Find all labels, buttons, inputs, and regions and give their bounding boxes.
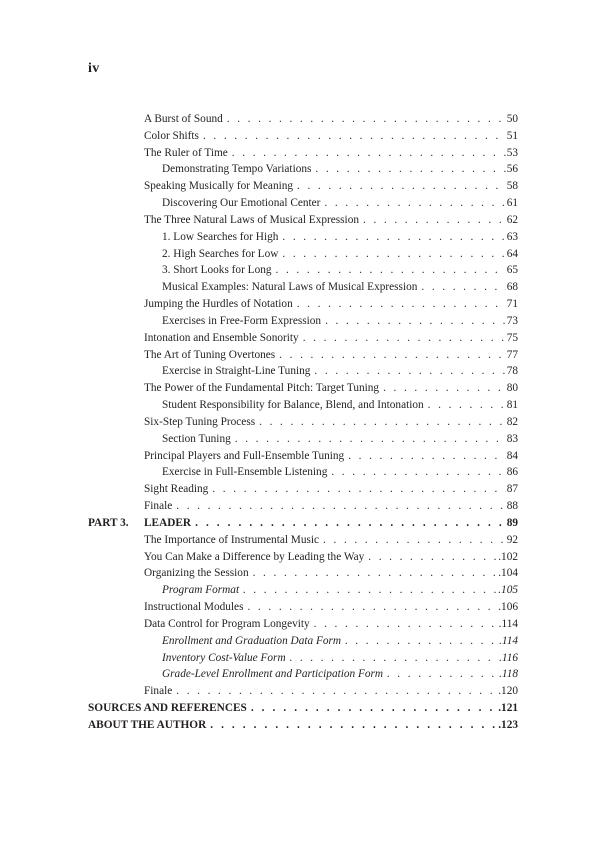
toc-dot-leader [312, 365, 505, 377]
toc-dot-leader [288, 652, 498, 664]
toc-entry [144, 382, 518, 399]
toc-entry-title: Exercises in Free-Form Expression [162, 314, 322, 327]
toc-entry-title: The Power of the Fundamental Pitch: Target Tuning [144, 382, 380, 395]
toc-entry-page: 71 [506, 298, 518, 311]
toc-entry [144, 332, 518, 349]
toc-dot-leader [193, 517, 506, 529]
toc-entry-title: Finale [144, 685, 173, 698]
toc-entry [144, 130, 518, 147]
toc-dot-leader [274, 264, 506, 276]
toc-entry-title: The Three Natural Laws of Musical Expression [144, 213, 359, 226]
toc-entry-title: LEADER [144, 516, 192, 529]
toc-dot-leader [361, 214, 506, 226]
toc-dot-leader [301, 332, 506, 344]
toc-dot-leader [249, 702, 497, 714]
toc-dot-leader [313, 163, 505, 175]
toc-dot-leader [322, 197, 505, 209]
toc-entry-title: Enrollment and Graduation Data Form [162, 634, 342, 647]
toc-entry [88, 517, 518, 534]
toc-entry-page: 84 [506, 449, 518, 462]
toc-entry-page: .121 [498, 702, 518, 715]
toc-entry-title: Exercise in Full-Ensemble Listening [162, 466, 328, 479]
toc-entry [144, 298, 518, 315]
toc-dot-leader [280, 231, 505, 243]
toc-entry-page: 83 [506, 432, 518, 445]
toc-entry-page: 78 [506, 365, 518, 378]
toc-entry [144, 551, 518, 568]
toc-entry [144, 450, 518, 467]
toc-dot-leader [346, 450, 506, 462]
toc-entry-page: .123 [498, 718, 518, 731]
toc-entry [162, 365, 518, 382]
toc-dot-leader [381, 382, 506, 394]
toc-dot-leader [295, 298, 506, 310]
toc-entry-title: Finale [144, 500, 173, 513]
toc-entry-title: Student Responsibility for Balance, Blend, and Intonation [162, 399, 424, 412]
toc-entry [162, 315, 518, 332]
toc-entry [144, 349, 518, 366]
toc-entry-page: 86 [506, 466, 518, 479]
toc-dot-leader [208, 719, 497, 731]
toc-entry-page: .106 [498, 601, 518, 614]
toc-entry-page: .118 [499, 668, 518, 681]
toc-entry-title: 3. Short Looks for Long [162, 264, 272, 277]
toc-entry-page: 92 [506, 533, 518, 546]
toc-entry-title: Program Format [162, 584, 240, 597]
toc-entry [144, 685, 518, 702]
toc-entry [162, 635, 518, 652]
toc-entry [144, 416, 518, 433]
toc-entry-page: 61 [506, 197, 518, 210]
toc-entry [162, 248, 518, 265]
toc-dot-leader [201, 130, 506, 142]
toc-entry [162, 231, 518, 248]
toc-dot-leader [312, 618, 498, 630]
toc-entry [162, 466, 518, 483]
toc-entry-title: Sight Reading [144, 483, 209, 496]
toc-entry-page: .114 [498, 617, 518, 630]
toc-entry-page: .116 [499, 651, 518, 664]
toc-dot-leader [295, 180, 506, 192]
toc-entry [144, 147, 518, 164]
toc-entry-page: 77 [506, 348, 518, 361]
toc-entry [162, 163, 518, 180]
toc-entry [162, 652, 518, 669]
toc-entry-title: Demonstrating Tempo Variations [162, 163, 312, 176]
toc-entry-page: 82 [506, 415, 518, 428]
toc-entry-page: .102 [498, 550, 518, 563]
toc-entry-page: 88 [506, 500, 518, 513]
toc-entry-page: 75 [506, 331, 518, 344]
toc-entry [88, 719, 518, 736]
toc-dot-leader [251, 567, 498, 579]
toc-dot-leader [366, 551, 497, 563]
toc-entry [144, 618, 518, 635]
toc-entry [144, 113, 518, 130]
toc-entry-page: 50 [506, 113, 518, 125]
toc-entry-title: Color Shifts [144, 129, 199, 142]
toc-entry [88, 702, 518, 719]
toc-entry-title: SOURCES AND REFERENCES [88, 702, 247, 715]
toc-dot-leader [321, 534, 506, 546]
toc-entry [162, 281, 518, 298]
toc-entry [162, 433, 518, 450]
toc-entry-page: 56 [506, 163, 518, 176]
toc-entry-title: A Burst of Sound [144, 113, 223, 125]
toc-entry-page: 62 [506, 213, 518, 226]
toc-entry-page: 87 [506, 483, 518, 496]
toc-dot-leader [426, 399, 506, 411]
toc-entry-page: 73 [506, 314, 518, 327]
toc-entry-title: The Ruler of Time [144, 146, 228, 159]
toc-entry [144, 534, 518, 551]
toc-entry-page: 53 [506, 146, 518, 159]
toc-dot-leader [225, 113, 506, 125]
toc-entry-title: Speaking Musically for Meaning [144, 180, 294, 193]
toc-entry-page: 58 [506, 180, 518, 193]
toc-entry [144, 483, 518, 500]
toc-entry-title: Grade-Level Enrollment and Participation Form [162, 668, 384, 681]
toc-dot-leader [385, 668, 498, 680]
toc-entry [144, 567, 518, 584]
toc-entry-title: ABOUT THE AUTHOR [88, 718, 207, 731]
toc-entry-title: You Can Make a Difference by Leading the Way [144, 550, 365, 563]
toc-entry-page: 63 [506, 230, 518, 243]
toc-entry-title: The Importance of Instrumental Music [144, 533, 320, 546]
toc-dot-leader [323, 315, 506, 327]
toc-entry-title: Inventory Cost-Value Form [162, 651, 286, 664]
toc-dot-leader [280, 248, 505, 260]
toc-entry-page: .114 [499, 634, 518, 647]
toc-entry-title: Intonation and Ensemble Sonority [144, 331, 299, 344]
toc-entry-title: Musical Examples: Natural Laws of Musical Expression [162, 281, 418, 294]
toc-dot-leader [174, 685, 497, 697]
toc-entry [162, 197, 518, 214]
toc-entry-page: 89 [506, 516, 518, 529]
toc-entry [144, 601, 518, 618]
toc-entry-page: .104 [498, 567, 518, 580]
toc-dot-leader [257, 416, 506, 428]
page-number: iv [88, 61, 100, 76]
toc-entry-page: 65 [506, 264, 518, 277]
toc-entry-page: 51 [506, 129, 518, 142]
toc-entry-title: Principal Players and Full-Ensemble Tuning [144, 449, 345, 462]
toc-entry [162, 399, 518, 416]
toc-entry-page: 80 [506, 382, 518, 395]
toc-dot-leader [210, 483, 505, 495]
toc-entry-page: .105 [498, 584, 518, 597]
toc-part-number: PART 3. [88, 516, 129, 529]
toc-entry-title: Section Tuning [162, 432, 231, 445]
toc-entry-title: Jumping the Hurdles of Notation [144, 298, 293, 311]
toc-entry [144, 500, 518, 517]
toc-entry-title: 2. High Searches for Low [162, 247, 279, 260]
toc-entry-title: Exercise in Straight-Line Tuning [162, 365, 311, 378]
toc-entry-title: Six-Step Tuning Process [144, 415, 256, 428]
toc-entry [162, 668, 518, 685]
toc-dot-leader [277, 349, 506, 361]
toc-entry-title: Instructional Modules [144, 601, 244, 614]
toc-entry-page: 68 [506, 281, 518, 294]
toc-dot-leader [233, 433, 506, 445]
toc-dot-leader [230, 147, 506, 159]
toc-entry-title: Discovering Our Emotional Center [162, 197, 321, 210]
toc-dot-leader [241, 584, 497, 596]
toc-entry-title: The Art of Tuning Overtones [144, 348, 276, 361]
toc-entry-title: Data Control for Program Longevity [144, 617, 310, 630]
toc-dot-leader [329, 466, 505, 478]
toc-entry-page: 81 [506, 399, 518, 412]
toc-dot-leader [245, 601, 497, 613]
toc-entry-page: 64 [506, 247, 518, 260]
toc-entry-title: 1. Low Searches for High [162, 230, 279, 243]
toc-entry-page: .120 [498, 685, 518, 698]
toc-entry [144, 214, 518, 231]
toc-dot-leader [343, 635, 498, 647]
toc-dot-leader [419, 281, 505, 293]
toc-entry [162, 264, 518, 281]
toc-entry [144, 180, 518, 197]
toc-dot-leader [174, 500, 505, 512]
toc-entry-title: Organizing the Session [144, 567, 249, 580]
toc-entry [162, 584, 518, 601]
